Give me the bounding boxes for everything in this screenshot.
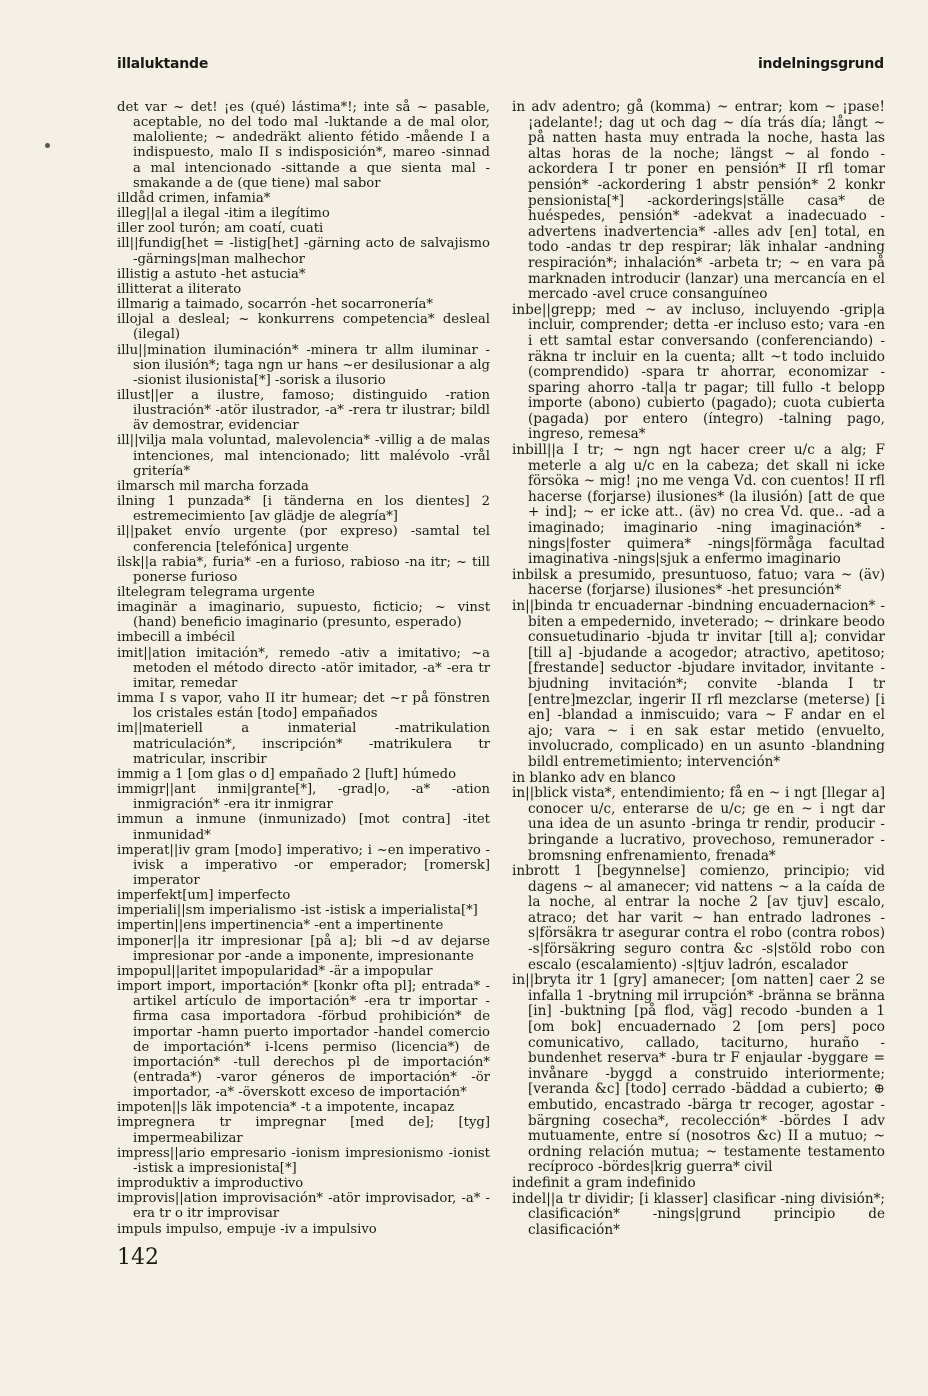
dictionary-entry: illu||mination iluminación* -minera tr allm iluminar -sion ilusión*; taga ngn ur hans ~er desilusionar a alg -sionist ilusionista[*] -sorisk a ilusorio	[117, 342, 490, 388]
right-column	[512, 100, 885, 1238]
dictionary-entry: impoten||s läk impotencia* -t a impotente, incapaz	[117, 1100, 455, 1116]
dictionary-entry: in||bryta itr 1 [gry] amanecer; [om natten] caer 2 se infalla 1 -brytning mil irrupción* -bränna se bränna [in] -buktning [på flod, väg] recodo -bunden a 1 [om bok] encuadernado 2 [om pers] poco comunicativo, callado, taciturno, huraño -bundenhet reserva* -bura tr F enjaular -byggare = invånare -byggd a construido interiormente; [veranda &c] [todo] cerrado -bäddad a cubierto; ⊕ embutido, encastrado -bärga tr recoger, agostar -bärgning cosecha*, recolección* -bördes I adv mutuamente, entre sí (nosotros &c) II a mutuo; ~ ordning relación mutua; ~ testamente testamento recíproco -bördes|krig guerra* civil	[512, 972, 885, 1176]
dictionary-entry: imperfekt[um] imperfecto	[117, 888, 291, 904]
margin-mark	[45, 143, 50, 148]
dictionary-entry: improvis||ation improvisación* -atör improvisador, -a* -era tr o itr improvisar	[117, 1191, 490, 1222]
right-guide-word: indelningsgrund	[757, 56, 884, 72]
dictionary-entry: ilning 1 punzada* [i tänderna en los dientes] 2 estremecimiento [av glädje de alegría*]	[117, 494, 490, 525]
dictionary-entry: illeg||al a ilegal -itim a ilegítimo	[117, 206, 330, 222]
left-guide-word: illaluktande	[117, 56, 209, 72]
dictionary-entry: indel||a tr dividir; [i klasser] clasificar -ning división*; clasificación* -nings|grund principio de clasificación*	[512, 1190, 885, 1238]
dictionary-entry: imma I s vapor, vaho II itr humear; det ~r på fönstren los cristales están [todo] empañados	[117, 691, 490, 722]
dictionary-entry: immigr||ant inmi|grante[*], -grad|o, -a* -ation inmigración* -era itr inmigrar	[117, 782, 490, 813]
dictionary-entry: in adv adentro; gå (komma) ~ entrar; kom ~ ¡pase! ¡adelante!; dag ut och dag ~ día trás día; långt ~ på natten hasta muy entrada la noche, hasta las altas horas de la noche; längst ~ al fondo -ackordera I tr poner en pensión* II rfl tomar pensión* -ackordering 1 abstr pensión* 2 konkr pensionista[*] -ackorderings|ställe casa* de huéspedes, pensión* -adekvat a inadecuado -advertens inadvertencia* -alles adv [en] total, en todo -andas tr dep respirar; läk inhalar -andning respiración*; inhalación* -arbeta tr; ~ en vara på marknaden introducir (lanzar) una mercancía en el mercado -avel cruce consanguíneo	[512, 99, 885, 303]
dictionary-entry: impress||ario empresario -ionism impresionismo -ionist -istisk a impresionista[*]	[117, 1145, 490, 1176]
dictionary-entry: immig a 1 [om glas o d] empañado 2 [luft] húmedo	[117, 766, 457, 782]
dictionary-entry: illistig a astuto -het astucia*	[117, 266, 306, 282]
dictionary-entry: inbilsk a presumido, presuntuoso, fatuo; vara ~ (äv) hacerse (forjarse) ilusiones* -het presunción*	[512, 566, 885, 599]
dictionary-entry: ill||vilja mala voluntad, malevolencia* -villig a de malas intenciones, mal intencionado; litt malévolo -vrål gritería*	[117, 433, 490, 479]
dictionary-entry: impertin||ens impertinencia* -ent a impertinente	[117, 918, 444, 934]
dictionary-entry: in||blick vista*, entendimiento; få en ~ i ngt [llegar a] conocer u/c, enterarse de u/c; ge en ~ i ngt dar una idea de un asunto -bringa tr rendir, producir -bringande a lucrativo, provechoso, remunerador -bromsning enfrenamiento, frenada*	[512, 785, 885, 864]
dictionary-entry: in||binda tr encuadernar -bindning encuadernacion* -biten a empedernido, inveterado; ~ drinkare beodo consuetudinario -bjuda tr invitar [till a]; convidar [till a] -bjudande a acogedor; atractivo, apetitoso; [frestande] seductor -bjudare invitador, invitante -bjudning invitación*; convite -blanda I tr [entre]mezclar, ingerir II rfl mezclarse (meterse) [i en] -blandad a inmiscuido; vara ~ F andar en el ajo; vara ~ i en sak estar metido (envuelto, involucrado, complicado) en un asunto -blandning bildl entremetimiento; intervención*	[512, 598, 885, 770]
running-header	[117, 56, 884, 78]
dictionary-entry: import import, importación* [konkr ofta pl]; entrada* -artikel artículo de importación* -era tr importar -firma casa importadora -förbud prohibición* de importar -hamn puerto importador -handel comercio de importación* i-lcens permiso (licencia*) de importación* -tull derechos pl de importación* (entrada*) -varor géneros de importación* -ör importador, -a* -överskott exceso de importación*	[117, 979, 490, 1101]
dictionary-entry: imit||ation imitación*, remedo -ativ a imitativo; ~a metoden el método directo -atör imitador, -a* -era tr imitar, remedar	[117, 645, 490, 691]
dictionary-entry: in blanko adv en blanco	[512, 769, 676, 786]
dictionary-entry: illust||er a ilustre, famoso; distinguido -ration ilustración* -atör ilustrador, -a* -rera tr ilustrar; bildl äv demostrar, evidenciar	[117, 387, 490, 434]
dictionary-entry: det var ~ det! ¡es (qué) lástima*!; inte så ~ pasable, aceptable, no del todo mal -luktande a de mal olor, maloliente; ~ andedräkt aliento fétido -mående I a indispuesto, malo II s indisposición*, mareo -sinnad a mal intencionado -sittande a que sienta mal -smakande a de (que tiene) mal sabor	[117, 100, 490, 191]
dictionary-entry: imbecill a imbécil	[117, 630, 236, 646]
page-number: 142	[117, 1245, 159, 1270]
dictionary-entry: illitterat a iliterato	[117, 281, 242, 297]
dictionary-entry: illojal a desleal; ~ konkurrens competencia* desleal (ilegal)	[117, 312, 490, 343]
dictionary-entry: il||paket envío urgente (por expreso) -samtal tel conferencia [telefónica] urgente	[117, 524, 490, 555]
dictionary-entry: immun a inmune (inmunizado) [mot contra] -itet inmunidad*	[117, 812, 490, 843]
dictionary-entry: iller zool turón; am coatí, cuati	[117, 221, 324, 237]
dictionary-entry: illdåd crimen, infamia*	[117, 190, 271, 206]
dictionary-entry: iltelegram telegrama urgente	[117, 585, 315, 600]
dictionary-entry: imaginär a imaginario, supuesto, ficticio; ~ vinst (hand) beneficio imaginario (presunto, esperado)	[117, 600, 490, 631]
dictionary-entry: improduktiv a improductivo	[117, 1176, 304, 1192]
dictionary-entry: impuls impulso, empuje -iv a impulsivo	[117, 1221, 377, 1237]
dictionary-entry: illmarig a taimado, socarrón -het socarronería*	[117, 297, 433, 313]
dictionary-entry: imperat||iv gram [modo] imperativo; i ~en imperativo -ivisk a imperativo -or emperador; [romersk] imperator	[117, 842, 490, 888]
dictionary-entry: ilsk||a rabia*, furia* -en a furioso, rabioso -na itr; ~ till ponerse furioso	[117, 554, 490, 585]
dictionary-entry: im||materiell a inmaterial -matrikulation matriculación*, inscripción* -matrikulera tr matricular, inscribir	[117, 721, 490, 767]
left-column	[117, 100, 490, 1237]
dictionary-entry: impregnera tr impregnar [med de]; [tyg] impermeabilizar	[117, 1115, 490, 1146]
dictionary-entry: impopul||aritet impopularidad* -är a impopular	[117, 963, 433, 979]
dictionary-entry: inbrott 1 [begynnelse] comienzo, principio; vid dagens ~ al amanecer; vid nattens ~ a la caída de la noche, al entrar la noche 2 [av tjuv] escalo, atraco; det har varit ~ han entrado ladrones -s|försäkra tr asegurar contra el robo (contra robos) -s|försäkring seguro contra &c -s|stöld robo con escalo (escalamiento) -s|tjuv ladrón, escalador	[512, 863, 885, 973]
dictionary-entry: imperiali||sm imperialismo -ist -istisk a imperialista[*]	[117, 903, 478, 919]
dictionary-entry: inbe||grepp; med ~ av incluso, incluyendo -grip|a incluir, comprender; detta -er incluso esto; vara -en i ett samtal estar conversando (conferenciando) -räkna tr incluir en la cuenta; allt ~t todo incluido (comprendido) -spara tr ahorrar, economizar -sparing ahorro -tal|a tr pagar; till fullo -t belopp importe (abono) cubierto (pagado); cuota cubierta (pagada) por entero (íntegro) -talning pago, ingreso, remesa*	[512, 301, 885, 443]
dictionary-entry: imponer||a itr impresionar [på a]; bli ~d av dejarse impresionar por -ande a imponente, impresionante	[117, 933, 490, 964]
dictionary-entry: ilmarsch mil marcha forzada	[117, 478, 309, 494]
dictionary-entry: inbill||a I tr; ~ ngn ngt hacer creer u/c a alg; F meterle a alg u/c en la cabeza; det skall ni icke försöka ~ mig! ¡no me venga Vd. con cuentos! II rfl hacerse (forjarse) ilusiones* (la ilusión) [att de que + ind]; ~ er icke att.. (äv) no crea Vd. que.. -ad a imaginado; imaginario -ning imaginación* -nings|foster quimera* -nings|förmåga facultad imaginativa -nings|sjuk a enfermo imaginario	[512, 442, 885, 568]
dictionary-entry: ill||fundig[het = -listig[het] -gärning acto de salvajismo -gärnings|man malhechor	[117, 236, 490, 267]
dictionary-entry: indefinit a gram indefinido	[512, 1174, 696, 1191]
